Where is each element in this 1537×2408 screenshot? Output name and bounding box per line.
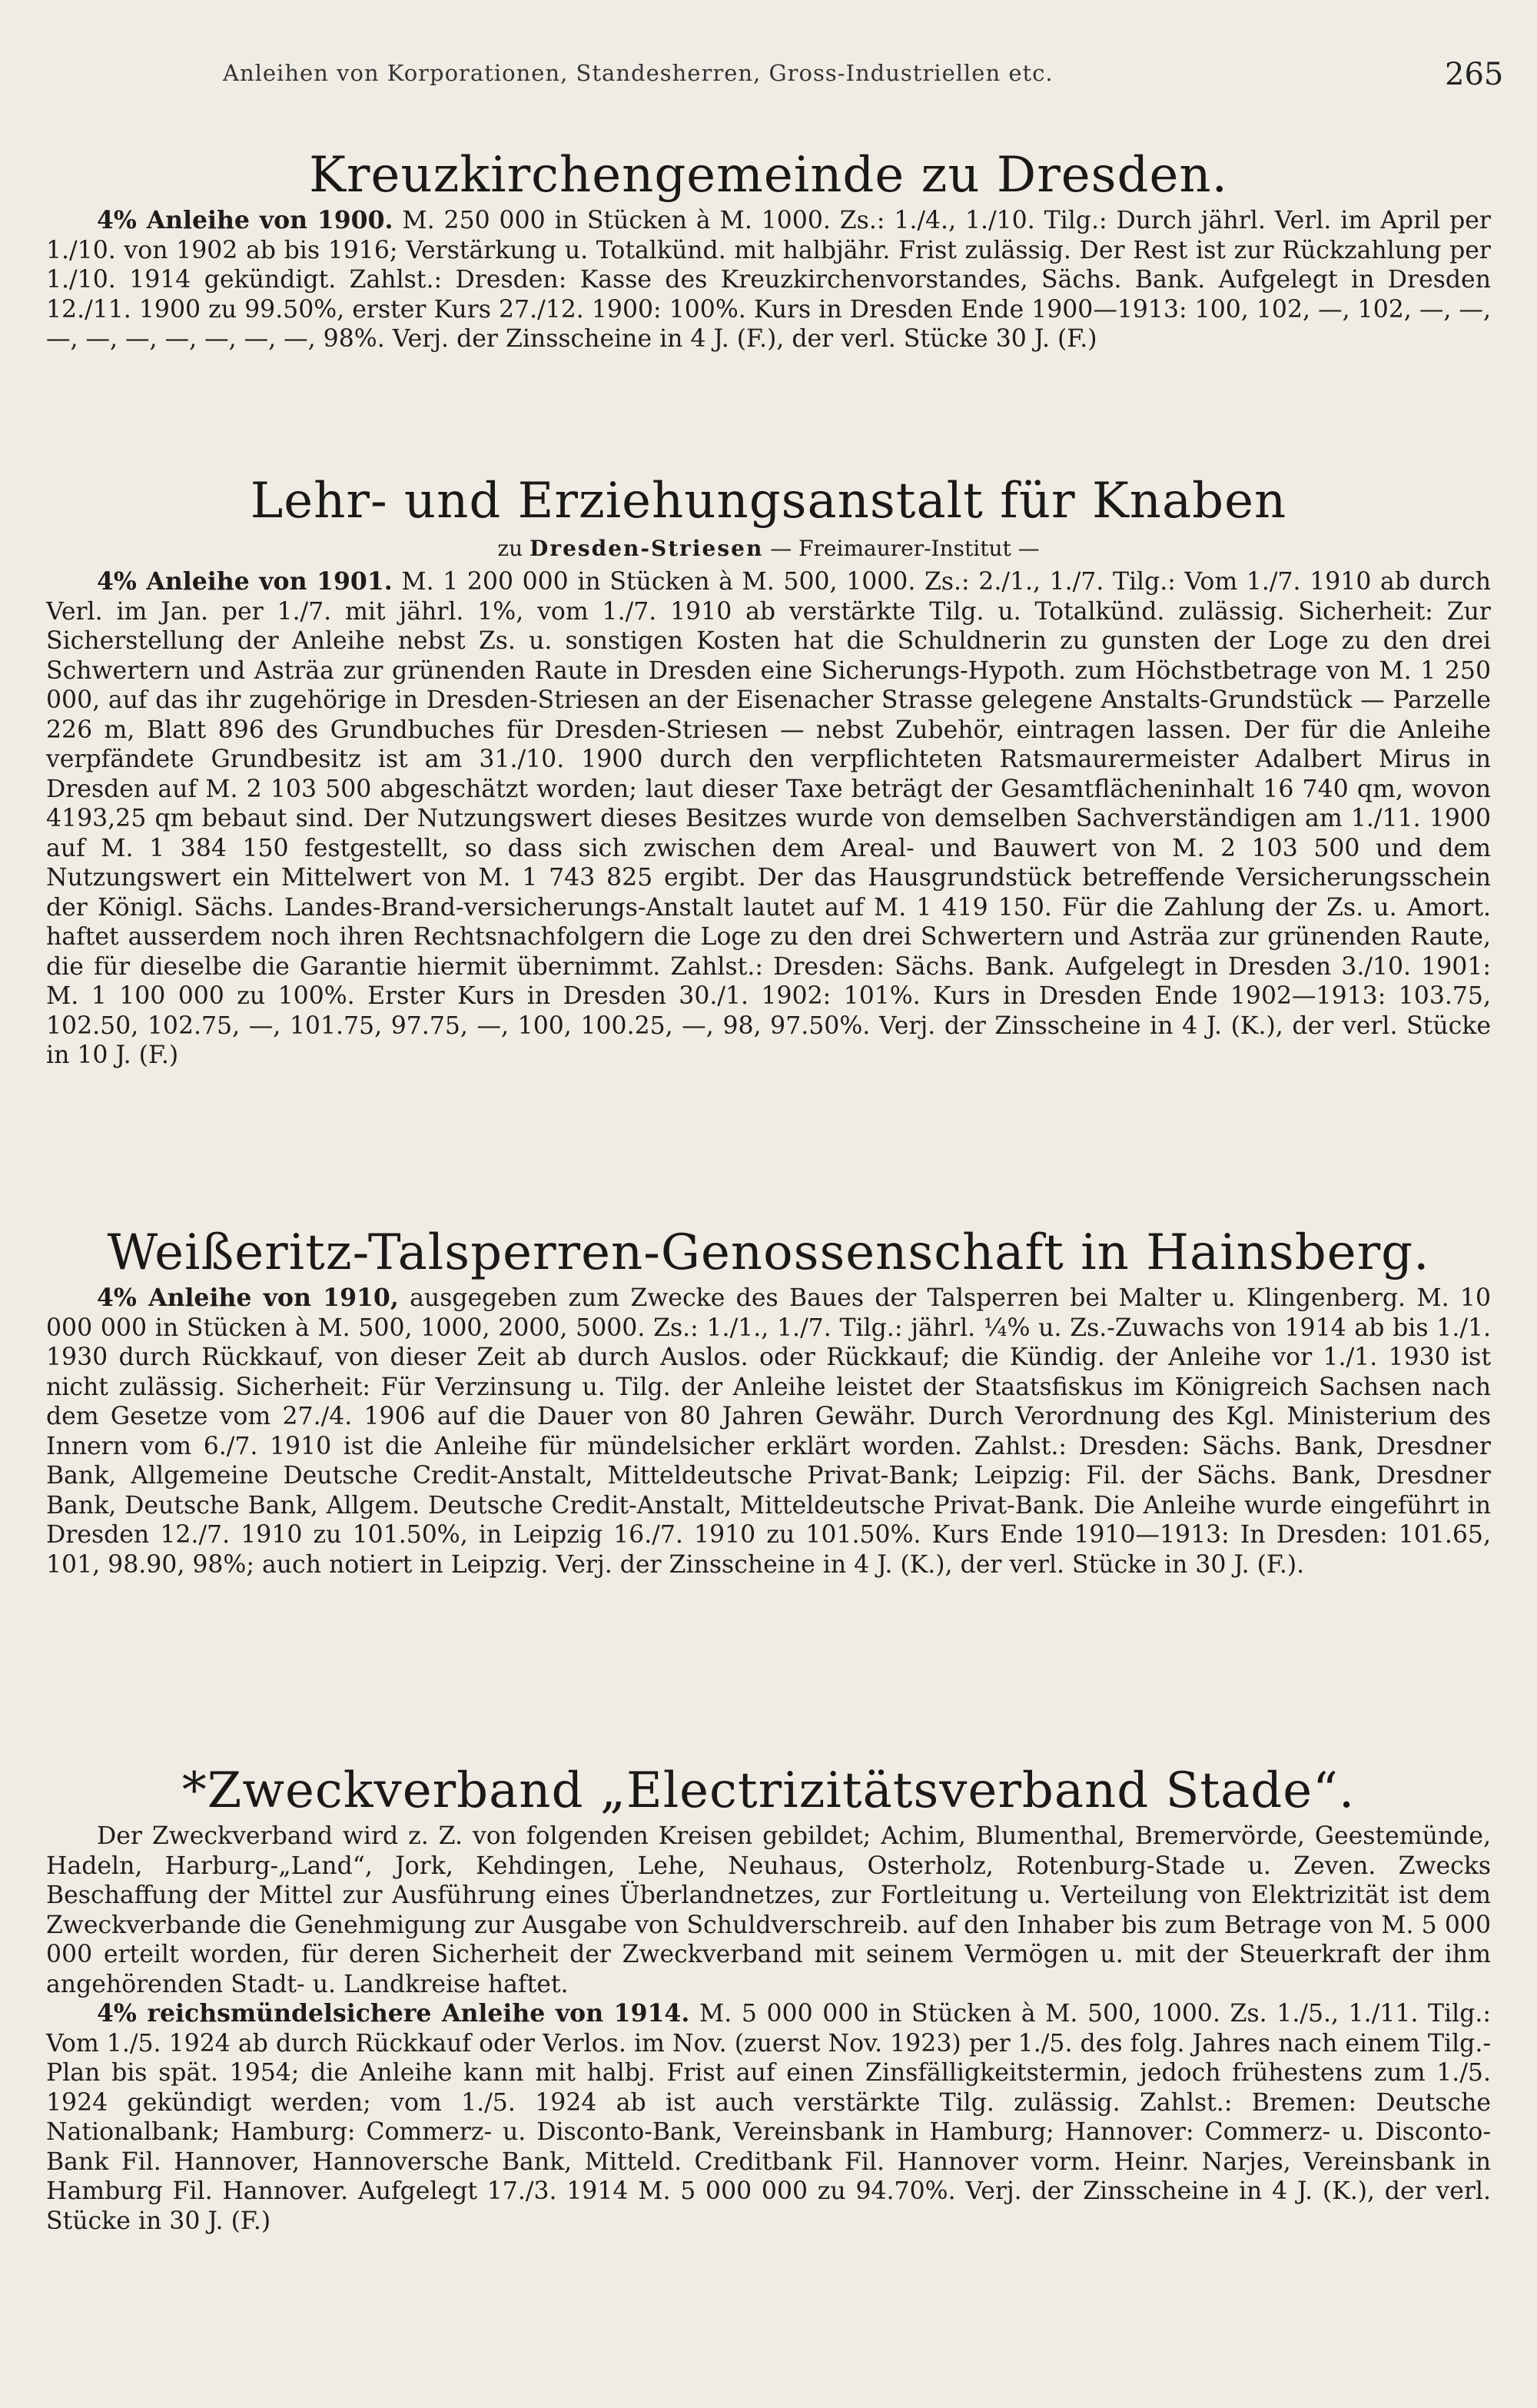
running-header: [0, 57, 1537, 106]
section-title: Lehr- und Erziehungsanstalt für Knaben: [250, 473, 1287, 530]
section-body: [46, 206, 1491, 354]
subtitle-place: Dresden-Striesen: [529, 536, 764, 561]
subtitle-suffix: — Freimaurer-Institut —: [770, 536, 1040, 561]
running-title: Anleihen von Korporationen, Standesherren, Gross-Industriellen etc.: [223, 60, 1054, 86]
loan-details: ausgegeben zum Zwecke des Baues der Talsperren bei Malter u. Klingenberg. M. 10 000 000 in Stücken à M. 500, 1000, 2000, 5000. Zs.: 1./1., 1./7. Tilg.: jährl. ¼% u. Zs.-Zuwachs von 1914 ab bis 1./1. 1930 durch Rückkauf, von dieser Zeit ab durch Auslos. oder Rückkauf; die Kündig. der Anleihe vor 1./1. 1930 ist nicht zulässig. Sicherheit: Für Verzinsung u. Tilg. der Anleihe leistet der Staatsfiskus im Königreich Sachsen nach dem Gesetze vom 27./4. 1906 auf die Dauer von 80 Jahren Gewähr. Durch Verordnung des Kgl. Ministerium des Innern vom 6./7. 1910 ist die Anleihe für mündelsicher erklärt worden. Zahlst.: Dresden: Sächs. Bank, Dresdner Bank, Allgemeine Deutsche Credit-Anstalt, Mitteldeutsche Privat-Bank; Leipzig: Fil. der Sächs. Bank, Dresdner Bank, Deutsche Bank, Allgem. Deutsche Credit-Anstalt, Mitteldeutsche Privat-Bank. Die Anleihe wurde eingeführt in Dresden 12./7. 1910 zu 101.50%, in Leipzig 16./7. 1910 zu 101.50%. Kurs Ende 1910—1913: In Dresden: 101.65, 101, 98.90, 98%; auch notiert in Leipzig. Verj. der Zinsscheine in 4 J. (K.), der verl. Stücke in 30 J. (F.).: [46, 1284, 1491, 1579]
loan-heading: 4% Anleihe von 1900.: [97, 206, 393, 234]
section-title: *Zweckverband „Electrizitätsverband Stade“.: [181, 1762, 1356, 1819]
loan-heading: 4% Anleihe von 1910,: [97, 1284, 399, 1312]
section-kreuzkirchengemeinde: [46, 144, 1491, 354]
subtitle-prefix: zu: [497, 536, 523, 561]
section-intro: [46, 1822, 1491, 1999]
section-title: Weißeritz-Talsperren-Genossenschaft in Hainsberg.: [107, 1224, 1430, 1281]
section-body: [46, 1999, 1491, 2236]
loan-details: M. 1 200 000 in Stücken à M. 500, 1000. Zs.: 2./1., 1./7. Tilg.: Vom 1./7. 1910 ab durch Verl. im Jan. per 1./7. mit jährl. 1%, vom 1./7. 1910 ab verstärkte Tilg. u. Totalkünd. zulässig. Sicherheit: Zur Sicherstellung der Anleihe nebst Zs. u. sonstigen Kosten hat die Schuldnerin zu gunsten der Loge zu den drei Schwertern und Asträa zur grünenden Raute in Dresden eine Sicherungs-Hypoth. zum Höchstbetrage von M. 1 250 000, auf das ihr zugehörige in Dresden-Striesen an der Eisenacher Strasse gelegene Anstalts-Grundstück — Parzelle 226 m, Blatt 896 des Grundbuches für Dresden-Striesen — nebst Zubehör, eintragen lassen. Der für die Anleihe verpfändete Grundbesitz ist am 31./10. 1900 durch den verpflichteten Ratsmaurermeister Adalbert Mirus in Dresden auf M. 2 103 500 abgeschätzt worden; laut dieser Taxe beträgt der Gesamtflächeninhalt 16 740 qm, wovon 4193,25 qm bebaut sind. Der Nutzungswert dieses Besitzes wurde von demselben Sachverständigen am 1./11. 1900 auf M. 1 384 150 festgestellt, so dass sich zwischen dem Areal- und Bauwert von M. 2 103 500 und dem Nutzungswert ein Mittelwert von M. 1 743 825 ergibt. Der das Hausgrundstück betreffende Versicherungsschein der Königl. Sächs. Landes-Brand-versicherungs-Anstalt lautet auf M. 1 419 150. Für die Zahlung der Zs. u. Amort. haftet ausserdem noch ihren Rechtsnachfolgern die Loge zu den drei Schwertern und Asträa zur grünenden Raute, die für dieselbe die Garantie hiermit übernimmt. Zahlst.: Dresden: Sächs. Bank. Aufgelegt in Dresden 3./10. 1901: M. 1 100 000 zu 100%. Erster Kurs in Dresden 30./1. 1902: 101%. Kurs in Dresden Ende 1902—1913: 103.75, 102.50, 102.75, —, 101.75, 97.75, —, 100, 100.25, —, 98, 97.50%. Verj. der Zinsscheine in 4 J. (K.), der verl. Stücke in 10 J. (F.): [46, 568, 1491, 1069]
section-subtitle: [46, 533, 1491, 564]
loan-heading: 4% Anleihe von 1901.: [97, 567, 393, 596]
loan-details: M. 250 000 in Stücken à M. 1000. Zs.: 1./4., 1./10. Tilg.: Durch jährl. Verl. im April per 1./10. von 1902 ab bis 1916; Verstärkung u. Totalkünd. mit halbjähr. Frist zulässig. Der Rest ist zur Rückzahlung per 1./10. 1914 gekündigt. Zahlst.: Dresden: Kasse des Kreuzkirchenvorstandes, Sächs. Bank. Aufgelegt in Dresden 12./11. 1900 zu 99.50%, erster Kurs 27./12. 1900: 100%. Kurs in Dresden Ende 1900—1913: 100, 102, —, 102, —, —, —, —, —, —, —, —, —, 98%. Verj. der Zinsscheine in 4 J. (F.), der verl. Stücke 30 J. (F.): [46, 207, 1491, 353]
section-lehr-und-erziehungsanstalt: [46, 470, 1491, 1071]
section-body: [46, 567, 1491, 1071]
section-title: Kreuzkirchengemeinde zu Dresden.: [309, 147, 1228, 204]
section-electrizitaetsverband-stade: [46, 1760, 1491, 2236]
section-body: [46, 1284, 1491, 1579]
section-weisseritz-talsperren: [46, 1222, 1491, 1579]
intro-text: Der Zweckverband wird z. Z. von folgenden Kreisen gebildet; Achim, Blumenthal, Bremervörde, Geestemünde, Hadeln, Harburg-„Land“, Jork, Kehdingen, Lehe, Neuhaus, Osterholz, Rotenburg-Stade u. Zeven. Zwecks Beschaffung der Mittel zur Ausführung eines Überlandnetzes, zur Fortleitung u. Verteilung von Elektrizität ist dem Zweckverbande die Genehmigung zur Ausgabe von Schuldverschreib. auf den Inhaber bis zum Betrage von M. 5 000 000 erteilt worden, für deren Sicherheit der Zweckverband mit seinem Vermögen u. mit der Steuerkraft der ihm angehörenden Stadt- u. Landkreise haftet.: [46, 1822, 1491, 1998]
page-number: 265: [1445, 57, 1504, 92]
loan-heading: 4% reichsmündelsichere Anleihe von 1914.: [97, 1999, 690, 2028]
loan-details: M. 5 000 000 in Stücken à M. 500, 1000. Zs. 1./5., 1./11. Tilg.: Vom 1./5. 1924 ab durch Rückkauf oder Verlos. im Nov. (zuerst Nov. 1923) per 1./5. des folg. Jahres nach einem Tilg.-Plan bis spät. 1954; die Anleihe kann mit halbj. Frist auf einen Zinsfälligkeitstermin, jedoch frühestens zum 1./5. 1924 gekündigt werden; vom 1./5. 1924 ab ist auch verstärkte Tilg. zulässig. Zahlst.: Bremen: Deutsche Nationalbank; Hamburg: Commerz- u. Disconto-Bank, Vereinsbank in Hamburg; Hannover: Commerz- u. Disconto-Bank Fil. Hannover, Hannoversche Bank, Mitteld. Creditbank Fil. Hannover vorm. Heinr. Narjes, Vereinsbank in Hamburg Fil. Hannover. Aufgelegt 17./3. 1914 M. 5 000 000 zu 94.70%. Verj. der Zinsscheine in 4 J. (K.), der verl. Stücke in 30 J. (F.): [46, 2000, 1491, 2235]
